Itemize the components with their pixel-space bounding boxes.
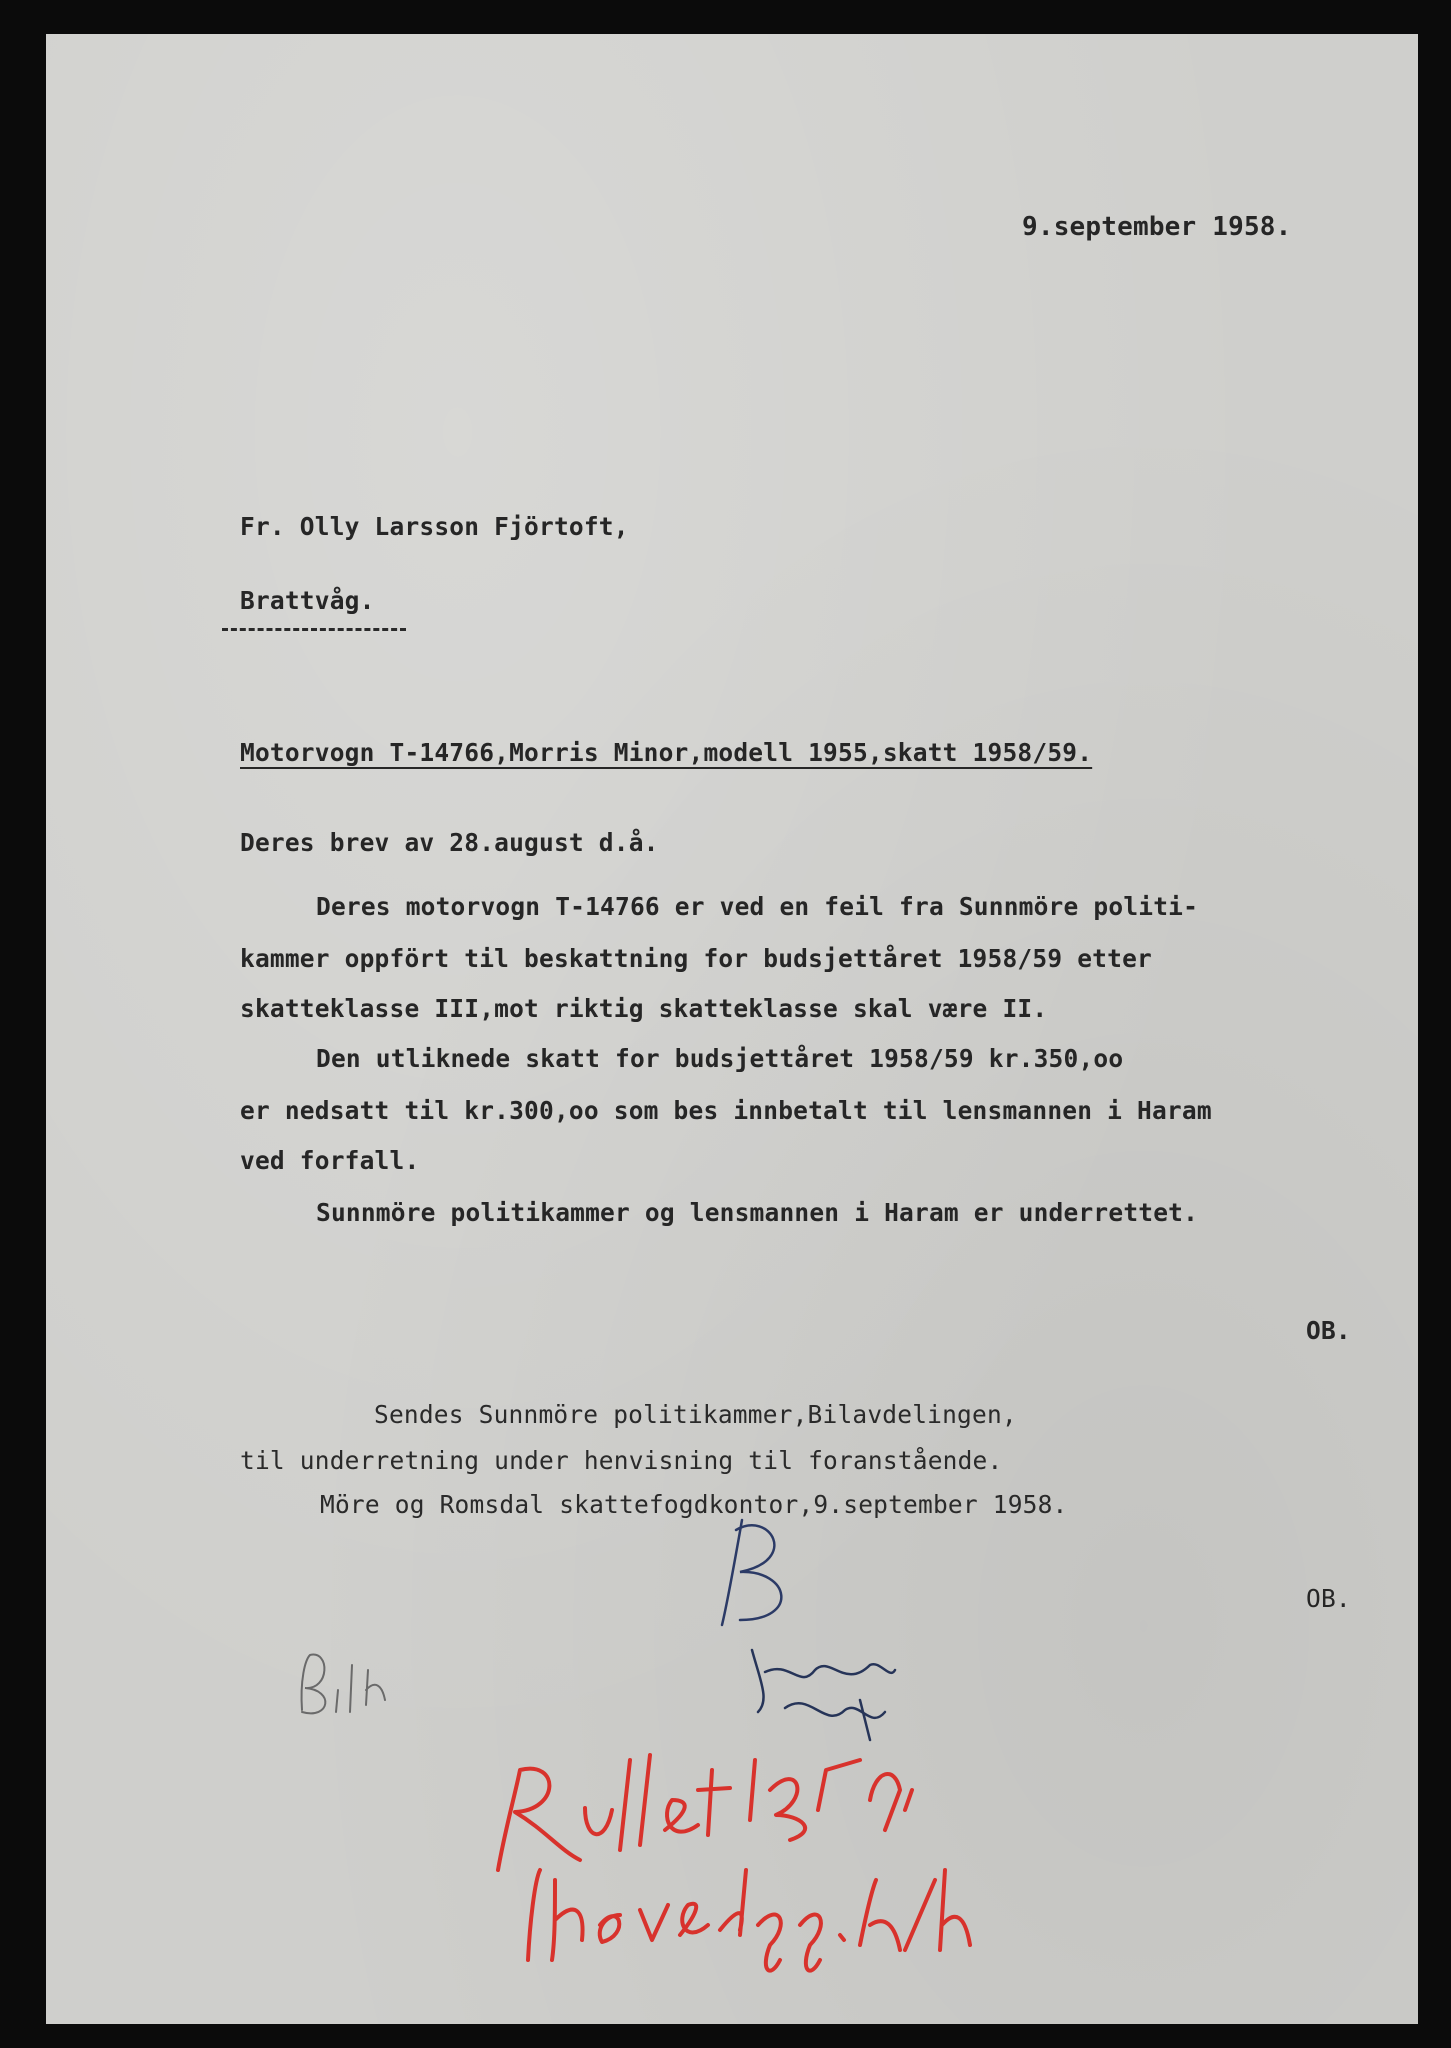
body-line: Den utliknede skatt for budsjettåret 1958/59 kr.350,oo: [316, 1044, 1124, 1073]
body-line: Deres brev av 28.august d.å.: [240, 828, 659, 857]
body-line: kammer oppfört til beskattning for budsjettåret 1958/59 etter: [240, 944, 1152, 973]
recipient-place: Brattvåg.: [240, 586, 375, 615]
blue-signature-mark: [722, 1520, 781, 1625]
initials-second: OB.: [1306, 1584, 1351, 1613]
body-line: Sunnmöre politikammer og lensmannen i Haram er underrettet.: [316, 1198, 1199, 1227]
body-line: skatteklasse III,mot riktig skatteklasse skal være II.: [240, 994, 1048, 1023]
body-line: ved forfall.: [240, 1146, 420, 1175]
letter-date: 9.september 1958.: [1022, 212, 1292, 242]
red-correction-note: [498, 1755, 970, 1971]
pencil-note: [302, 1655, 385, 1714]
recipient-name: Fr. Olly Larsson Fjörtoft,: [240, 512, 629, 541]
memo-line: Möre og Romsdal skattefogdkontor,9.september 1958.: [320, 1490, 1068, 1519]
letter-subject: Motorvogn T-14766,Morris Minor,modell 1955,skatt 1958/59.: [240, 738, 1093, 767]
body-line: er nedsatt til kr.300,oo som bes innbetalt til lensmannen i Haram: [240, 1096, 1212, 1125]
memo-line: til underretning under henvisning til foranstående.: [240, 1446, 1003, 1475]
initials-first: OB.: [1306, 1316, 1351, 1345]
memo-line: Sendes Sunnmöre politikammer,Bilavdelingen,: [374, 1400, 1017, 1429]
signature: [752, 1650, 895, 1740]
body-line: Deres motorvogn T-14766 er ved en feil fra Sunnmöre politi-: [316, 892, 1199, 921]
